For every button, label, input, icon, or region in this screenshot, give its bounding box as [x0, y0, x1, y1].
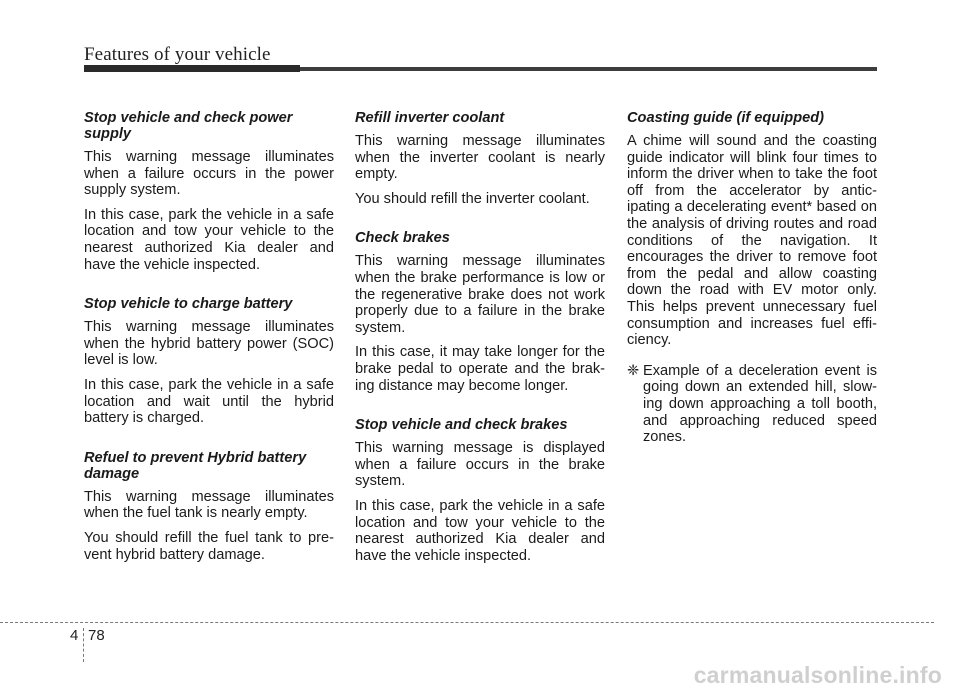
section-heading: Check brakes	[355, 230, 450, 247]
section-paragraph: This warning message illuminates when the inverter coolant is nearly empty.	[355, 133, 605, 183]
footer-divider	[0, 622, 934, 623]
footnote	[627, 363, 877, 446]
section-heading: Refuel to prevent Hybrid battery damage	[84, 449, 307, 482]
watermark: carmanualsonline.info	[693, 662, 942, 688]
chapter-number: 4	[70, 627, 79, 644]
section-paragraph: This warning message illuminates when the brake performance is low or the regenerative brake does not work properly due to a failure in the brake system.	[355, 253, 605, 336]
page-number: 78	[88, 627, 105, 644]
section-coasting-guide	[627, 110, 877, 349]
section-heading: Stop vehicle to charge battery	[84, 296, 293, 313]
section-heading: Stop vehicle and check power supply	[84, 110, 293, 142]
section-stop-check-brakes	[355, 417, 605, 564]
section-paragraph: A chime will sound and the coasting guide indicator will blink four times to inform the driver when to take the foot off from the accelerator by antic-ipating a decelerating event* based on the analysis of driving routes and road conditions of the navigation. It encourages the driver to remove foot from the pedal and allow coasting down the road with EV motor only. This helps prevent unnecessary fuel consumption and increases fuel effi-ciency.	[627, 133, 877, 349]
content-column-1	[84, 110, 334, 571]
section-check-brakes	[355, 230, 605, 394]
header-rule-accent	[84, 65, 300, 72]
content-column-2	[355, 110, 605, 572]
section-heading: Refill inverter coolant	[355, 110, 505, 126]
section-heading: Coasting guide (if equipped)	[627, 110, 825, 126]
content-column-3	[627, 110, 877, 446]
section-paragraph: This warning message illuminates when a failure occurs in the power supply system.	[84, 149, 334, 199]
section-heading: Stop vehicle and check brakes	[355, 417, 568, 434]
section-paragraph: This warning message illuminates when the hybrid battery power (SOC) level is low.	[84, 319, 334, 369]
footnote-text: Example of a deceleration event is going down an extended hill, slow-ing down approaching a toll booth, and approaching reduced speed zones.	[643, 362, 877, 446]
section-paragraph: This warning message is displayed when a failure occurs in the brake system.	[355, 440, 605, 490]
section-paragraph: You should refill the inverter coolant.	[355, 190, 590, 207]
section-paragraph: This warning message illuminates when the fuel tank is nearly empty.	[84, 488, 334, 522]
footer-page-separator	[83, 628, 84, 662]
section-paragraph: In this case, park the vehicle in a safe location and tow your vehicle to the nearest authorized Kia dealer and have the vehicle inspected.	[355, 497, 605, 564]
section-refuel-hybrid	[84, 450, 334, 563]
section-stop-check-power	[84, 110, 334, 273]
section-paragraph: In this case, park the vehicle in a safe location and wait until the hybrid battery is charged.	[84, 376, 334, 427]
section-refill-inverter	[355, 110, 605, 207]
section-paragraph: You should refill the fuel tank to pre-vent hybrid battery damage.	[84, 529, 334, 563]
asterism-icon: ❈	[627, 362, 640, 379]
section-paragraph: In this case, it may take longer for the brake pedal to operate and the brak-ing distance may become longer.	[355, 344, 605, 394]
section-paragraph: In this case, park the vehicle in a safe location and tow your vehicle to the nearest authorized Kia dealer and have the vehicle inspected.	[84, 206, 334, 273]
page-title: Features of your vehicle	[84, 44, 271, 65]
section-stop-charge-battery	[84, 296, 334, 427]
